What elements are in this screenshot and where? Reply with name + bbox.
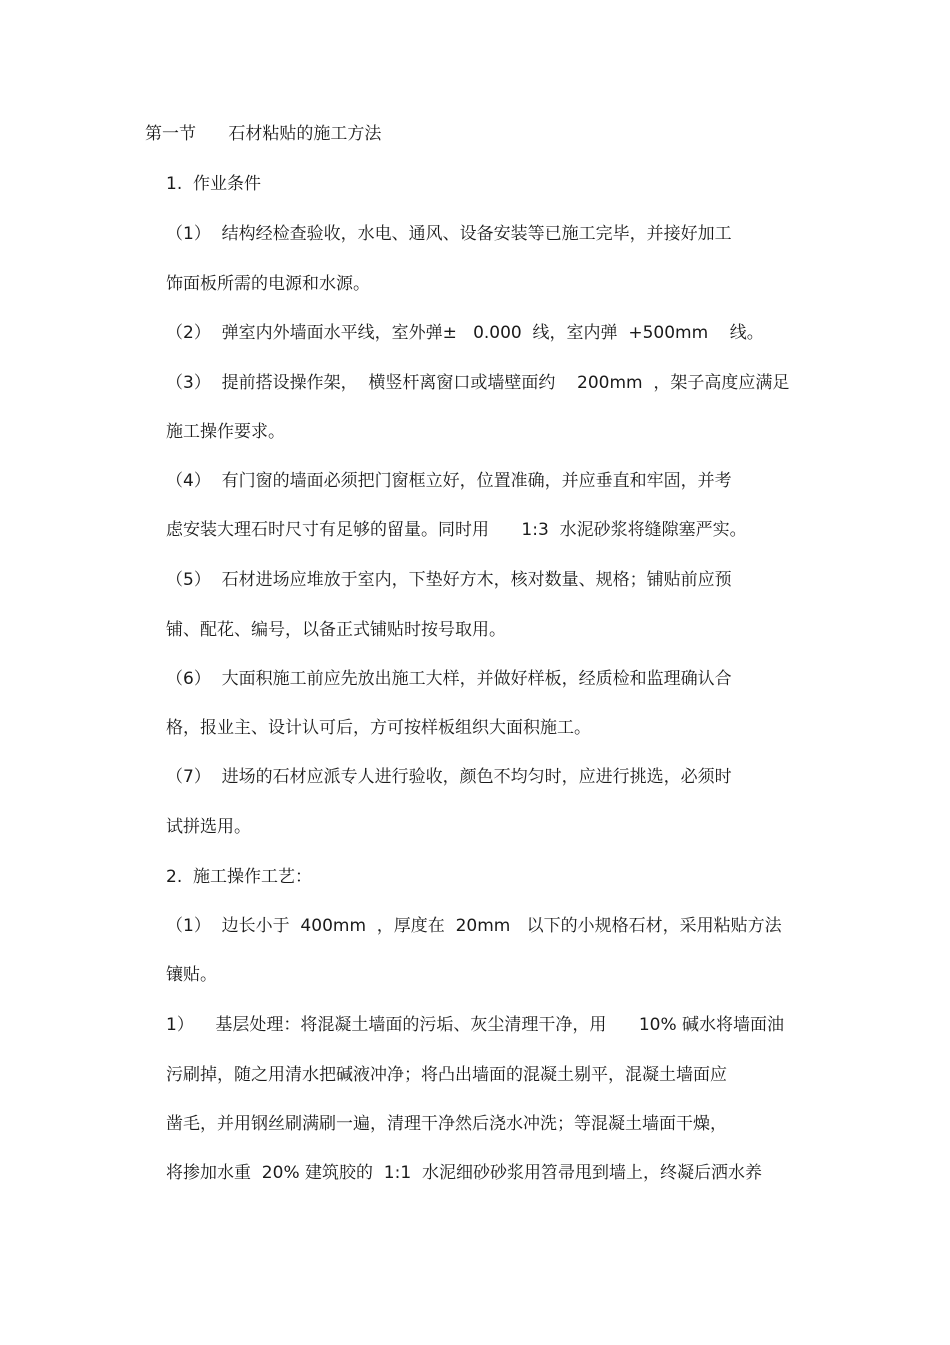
text-line: （3） 提前搭设操作架， 横竖杆离窗口或墙壁面约 200mm ，架子高度应满足 — [166, 373, 790, 393]
text-line: 1） 基层处理：将混凝土墙面的污垢、灰尘清理干净，用 10% 碱水将墙面油 — [166, 1015, 785, 1035]
text-line: 铺、配花、编号，以备正式铺贴时按号取用。 — [166, 620, 506, 640]
text-line: （4） 有门窗的墙面必须把门窗框立好，位置准确，并应垂直和牢固，并考 — [166, 471, 732, 491]
text-line: 饰面板所需的电源和水源。 — [166, 274, 370, 294]
text-line: （6） 大面积施工前应先放出施工大样，并做好样板，经质检和监理确认合 — [166, 669, 732, 689]
text-line: （1） 边长小于 400mm ，厚度在 20mm 以下的小规格石材，采用粘贴方法 — [166, 916, 782, 936]
text-line: 虑安装大理石时尺寸有足够的留量。同时用 1:3 水泥砂浆将缝隙塞严实。 — [166, 520, 747, 540]
text-line: 格，报业主、设计认可后，方可按样板组织大面积施工。 — [166, 718, 591, 738]
heading-construction-process: 2. 施工操作工艺： — [166, 867, 313, 887]
text-line: 试拼选用。 — [166, 817, 251, 837]
text-line: 凿毛，并用钢丝刷满刷一遍，清理干净然后浇水冲洗；等混凝土墙面干燥， — [166, 1114, 727, 1134]
text-line: （7） 进场的石材应派专人进行验收，颜色不均匀时，应进行挑选，必须时 — [166, 767, 732, 787]
text-line: （5） 石材进场应堆放于室内，下垫好方木，核对数量、规格；铺贴前应预 — [166, 570, 732, 590]
text-line: 污刷掉，随之用清水把碱液冲净；将凸出墙面的混凝土剔平，混凝土墙面应 — [166, 1065, 727, 1085]
text-line: 将掺加水重 20% 建筑胶的 1:1 水泥细砂砂浆用笤帚甩到墙上，终凝后洒水养 — [166, 1163, 762, 1183]
text-line: 施工操作要求。 — [166, 422, 285, 442]
text-line: （2） 弹室内外墙面水平线，室外弹± 0.000 线，室内弹 +500mm 线。 — [166, 323, 764, 343]
text-line: （1） 结构经检查验收，水电、通风、设备安装等已施工完毕，并接好加工 — [166, 224, 732, 244]
section-title: 第一节 石材粘贴的施工方法 — [145, 124, 382, 144]
text-line: 镶贴。 — [166, 965, 217, 985]
heading-work-conditions: 1. 作业条件 — [166, 174, 262, 194]
